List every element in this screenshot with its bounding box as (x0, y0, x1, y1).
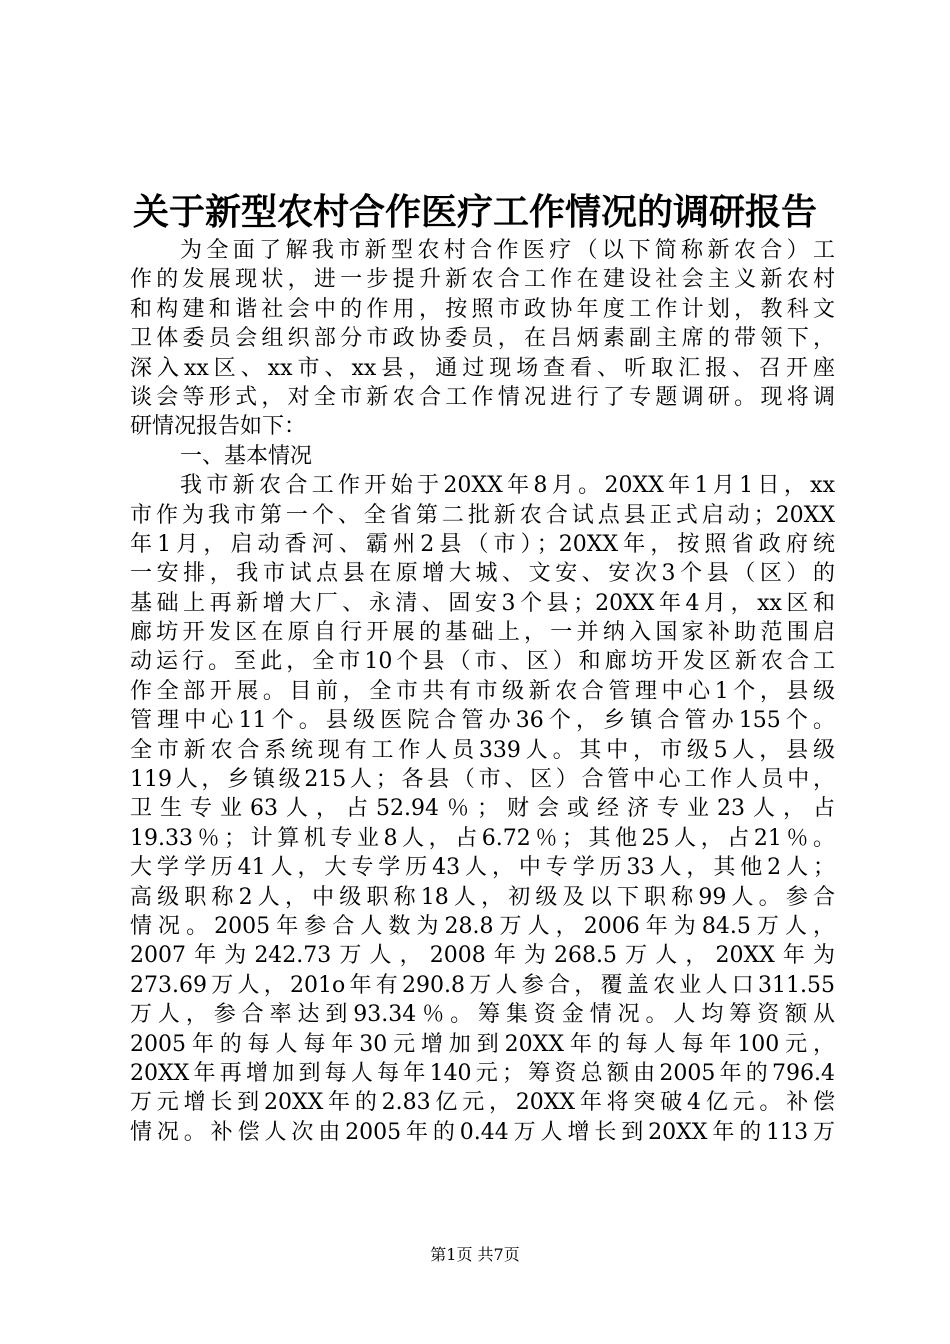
body-line: 管理中心11个。县级医院合管办36个，乡镇合管办155个。 (130, 708, 835, 734)
page-footer: 第1页 共7页 (430, 1245, 520, 1264)
body-line: 情况。2005年参合人数为28.8万人，2006年为84.5万人， (130, 913, 835, 939)
body-line: 273.69万人，201o年有290.8万人参合，覆盖农业人口311.55 (130, 972, 835, 998)
body-line: 基础上再新增大厂、永清、固安3个县；20XX年4月，xx区和 (130, 590, 835, 616)
document-body (130, 236, 835, 1147)
body-line: 20XX年再增加到每人每年140元；筹资总额由2005年的796.4 (130, 1060, 835, 1086)
body-line: 动运行。至此，全市10个县（市、区）和廊坊开发区新农合工 (130, 649, 835, 675)
body-line: 研情况报告如下： (130, 414, 307, 440)
body-line: 万人，参合率达到93.34％。筹集资金情况。人均筹资额从 (130, 1002, 835, 1028)
body-line: 2005年的每人每年30元增加到20XX年的每人每年100元， (130, 1031, 835, 1057)
section-heading: 一、基本情况 (180, 443, 313, 469)
body-line: 大学学历41人，大专学历43人，中专学历33人，其他2人； (130, 855, 835, 881)
document-title: 关于新型农村合作医疗工作情况的调研报告 (132, 191, 817, 233)
body-line: 廊坊开发区在原自行开展的基础上，一并纳入国家补助范围启 (130, 620, 835, 646)
body-line: 全市新农合系统现有工作人员339人。其中，市级5人，县级 (130, 737, 835, 763)
body-line: 年1月，启动香河、霸州2县（市）；20XX年，按照省政府统 (130, 531, 835, 557)
body-line: 深入xx区、xx市、xx县，通过现场查看、听取汇报、召开座 (130, 355, 835, 381)
body-line: 市作为我市第一个、全省第二批新农合试点县正式启动；20XX (130, 502, 835, 528)
body-line: 2007年为242.73万人，2008年为268.5万人，20XX年为 (130, 943, 835, 969)
body-line: 为全面了解我市新型农村合作医疗（以下简称新农合）工 (180, 238, 835, 263)
body-line: 作的发展现状，进一步提升新农合工作在建设社会主义新农村 (130, 267, 835, 293)
body-line: 万元增长到20XX年的2.83亿元，20XX年将突破4亿元。补偿 (130, 1090, 835, 1116)
body-line: 我市新农合工作开始于20XX年8月。20XX年1月1日，xx (180, 473, 835, 499)
body-line: 谈会等形式，对全市新农合工作情况进行了专题调研。现将调 (130, 384, 835, 410)
body-line: 作全部开展。目前，全市共有市级新农合管理中心1个，县级 (130, 678, 835, 704)
body-line: 卫体委员会组织部分市政协委员，在吕炳素副主席的带领下， (130, 326, 835, 352)
body-line: 情况。补偿人次由2005年的0.44万人增长到20XX年的113万 (130, 1119, 835, 1145)
body-line: 卫生专业63人，占52.94％；财会或经济专业23人，占 (130, 796, 835, 822)
body-line: 高级职称2人，中级职称18人，初级及以下职称99人。参合 (130, 884, 835, 910)
body-line: 和构建和谐社会中的作用，按照市政协年度工作计划，教科文 (130, 296, 835, 322)
body-line: 一安排，我市试点县在原增大城、文安、安次3个县（区）的 (130, 561, 835, 587)
body-line: 19.33％；计算机专业8人，占6.72％；其他25人，占21％。 (130, 825, 835, 851)
body-line: 119人，乡镇级215人；各县（市、区）合管中心工作人员中， (130, 767, 835, 793)
